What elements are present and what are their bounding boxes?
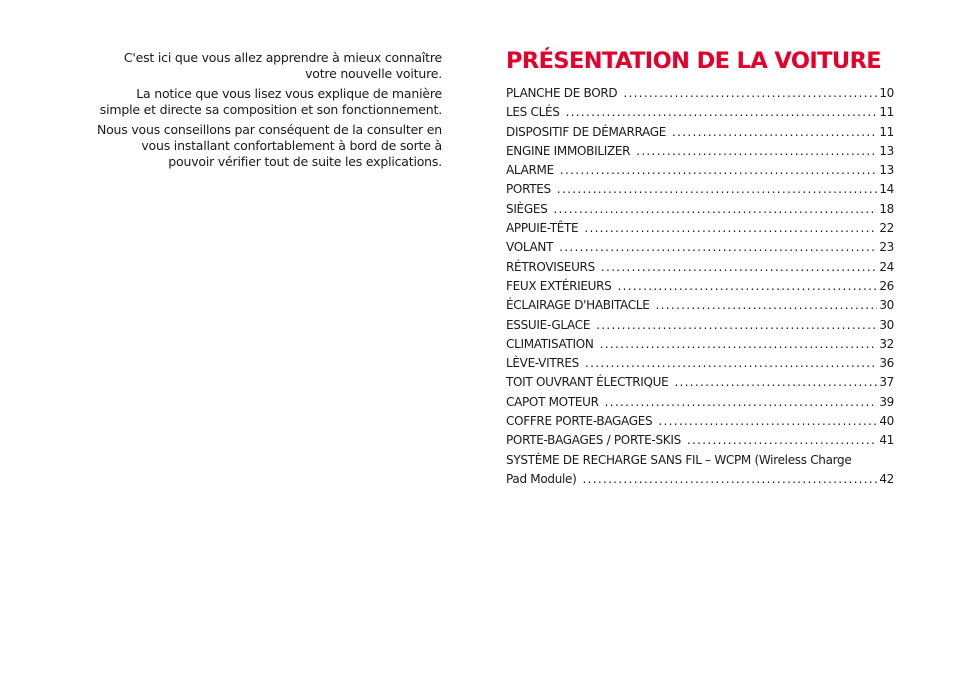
toc-leader-dots	[623, 86, 877, 100]
toc-entry-leve-vitres[interactable]	[506, 356, 894, 375]
section-title: PRÉSENTATION DE LA VOITURE	[506, 48, 882, 74]
toc-entry-page: 37	[879, 375, 894, 390]
toc-entry-label-line1: SYSTÈME DE RECHARGE SANS FIL – WCPM (Wireless Charge	[506, 452, 852, 467]
toc-leader-dots	[636, 144, 877, 158]
toc-leader-dots	[559, 240, 877, 254]
toc-entry-page: 30	[879, 298, 894, 313]
toc-leader-dots	[656, 298, 878, 312]
toc-leader-dots	[553, 202, 877, 216]
toc-leader-dots	[600, 337, 878, 351]
toc-entry-label: ENGINE IMMOBILIZER	[506, 143, 631, 158]
toc-entry-page: 18	[879, 201, 894, 216]
toc-entry-page: 10	[879, 86, 894, 100]
toc-entry-climatisation[interactable]	[506, 337, 894, 356]
toc-leader-dots	[557, 182, 877, 196]
toc-entry-alarme[interactable]	[506, 163, 894, 182]
toc-leader-dots	[658, 414, 877, 428]
toc-leader-dots	[566, 105, 878, 119]
toc-leader-dots	[687, 433, 877, 447]
toc-entry-coffre-porte-bagages[interactable]	[506, 414, 894, 433]
intro-paragraph-2: La notice que vous lisez vous explique de manière simple et directe sa composition et son fonctionnement.	[99, 86, 442, 117]
toc-leader-dots	[618, 279, 878, 293]
toc-entry-page: 14	[879, 182, 894, 197]
toc-leader-dots	[605, 395, 878, 409]
toc-entry-page: 39	[879, 394, 894, 409]
toc-leader-dots	[560, 163, 877, 177]
toc-entry-label: PLANCHE DE BORD	[506, 86, 618, 100]
toc-entry-page: 13	[879, 143, 894, 158]
toc-entry-page: 26	[879, 278, 894, 293]
toc-entry-portes[interactable]	[506, 182, 894, 201]
toc-entry-label: ALARME	[506, 163, 554, 178]
toc-entry-page: 36	[879, 356, 894, 371]
intro-paragraph-1: C'est ici que vous allez apprendre à mieux connaître votre nouvelle voiture.	[123, 50, 442, 81]
toc-entry-label-line2: Pad Module)	[506, 471, 577, 486]
toc-entry-page: 42	[879, 471, 894, 486]
toc-entry-page: 41	[879, 433, 894, 448]
toc-entry-page: 11	[879, 124, 894, 139]
toc-entry-label: CAPOT MOTEUR	[506, 394, 599, 409]
intro-paragraph-3: Nous vous conseillons par conséquent de la consulter en vous installant confortablement à bord de sorte à pouvoir vérifier tout de suite les explications.	[96, 122, 442, 169]
table-of-contents-section	[506, 46, 894, 491]
toc-leader-dots	[596, 318, 877, 332]
toc-entry-label: LES CLÉS	[506, 105, 560, 120]
toc-entry-retroviseurs[interactable]	[506, 260, 894, 279]
toc-entry-eclairage-habitacle[interactable]	[506, 298, 894, 317]
toc-entry-label: ESSUIE-GLACE	[506, 317, 591, 332]
toc-leader-dots	[583, 472, 878, 486]
toc-entry-appuie-tete[interactable]	[506, 221, 894, 240]
toc-entry-page: 40	[879, 414, 894, 429]
toc-entry-sieges[interactable]	[506, 202, 894, 221]
toc-entry-label: TOIT OUVRANT ÉLECTRIQUE	[506, 375, 669, 390]
toc-entry-porte-bagages-porte-skis[interactable]	[506, 433, 894, 452]
toc-entry-label: RÉTROVISEURS	[506, 259, 595, 274]
toc-entry-toit-ouvrant-electrique[interactable]	[506, 375, 894, 394]
toc-list	[506, 86, 894, 491]
toc-entry-volant[interactable]	[506, 240, 894, 259]
toc-leader-dots	[672, 125, 877, 139]
toc-entry-page: 11	[879, 105, 894, 120]
toc-entry-engine-immobilizer[interactable]	[506, 144, 894, 163]
toc-entry-label: LÈVE-VITRES	[506, 356, 580, 371]
toc-entry-label: SIÈGES	[506, 201, 548, 216]
toc-entry-dispositif-de-demarrage[interactable]	[506, 125, 894, 144]
toc-entry-planche-de-bord[interactable]	[506, 86, 894, 105]
toc-entry-label: PORTE-BAGAGES / PORTE-SKIS	[506, 433, 681, 448]
toc-entry-label: APPUIE-TÊTE	[506, 221, 579, 236]
toc-entry-label: VOLANT	[506, 240, 554, 255]
toc-entry-page: 32	[879, 336, 894, 351]
intro-text	[96, 50, 442, 174]
toc-entry-label: ÉCLAIRAGE D'HABITACLE	[506, 298, 650, 313]
toc-leader-dots	[674, 375, 877, 389]
toc-entry-feux-exterieurs[interactable]	[506, 279, 894, 298]
toc-entry-capot-moteur[interactable]	[506, 395, 894, 414]
toc-entry-systeme-de-recharge-sans-fil[interactable]	[506, 453, 894, 491]
toc-entry-label: FEUX EXTÉRIEURS	[506, 278, 612, 293]
toc-leader-dots	[601, 260, 877, 274]
toc-entry-line2	[506, 472, 894, 491]
toc-entry-label: CLIMATISATION	[506, 336, 594, 351]
toc-entry-essuie-glace[interactable]	[506, 318, 894, 337]
toc-entry-label: COFFRE PORTE-BAGAGES	[506, 414, 653, 429]
toc-entry-page: 30	[879, 317, 894, 332]
toc-leader-dots	[584, 221, 877, 235]
toc-leader-dots	[585, 356, 877, 370]
toc-entry-page: 23	[879, 240, 894, 255]
toc-entry-label: PORTES	[506, 182, 551, 197]
toc-entry-page: 13	[879, 163, 894, 178]
toc-entry-les-cles[interactable]	[506, 105, 894, 124]
toc-entry-page: 22	[879, 221, 894, 236]
toc-entry-label: DISPOSITIF DE DÉMARRAGE	[506, 124, 667, 139]
toc-entry-page: 24	[879, 259, 894, 274]
